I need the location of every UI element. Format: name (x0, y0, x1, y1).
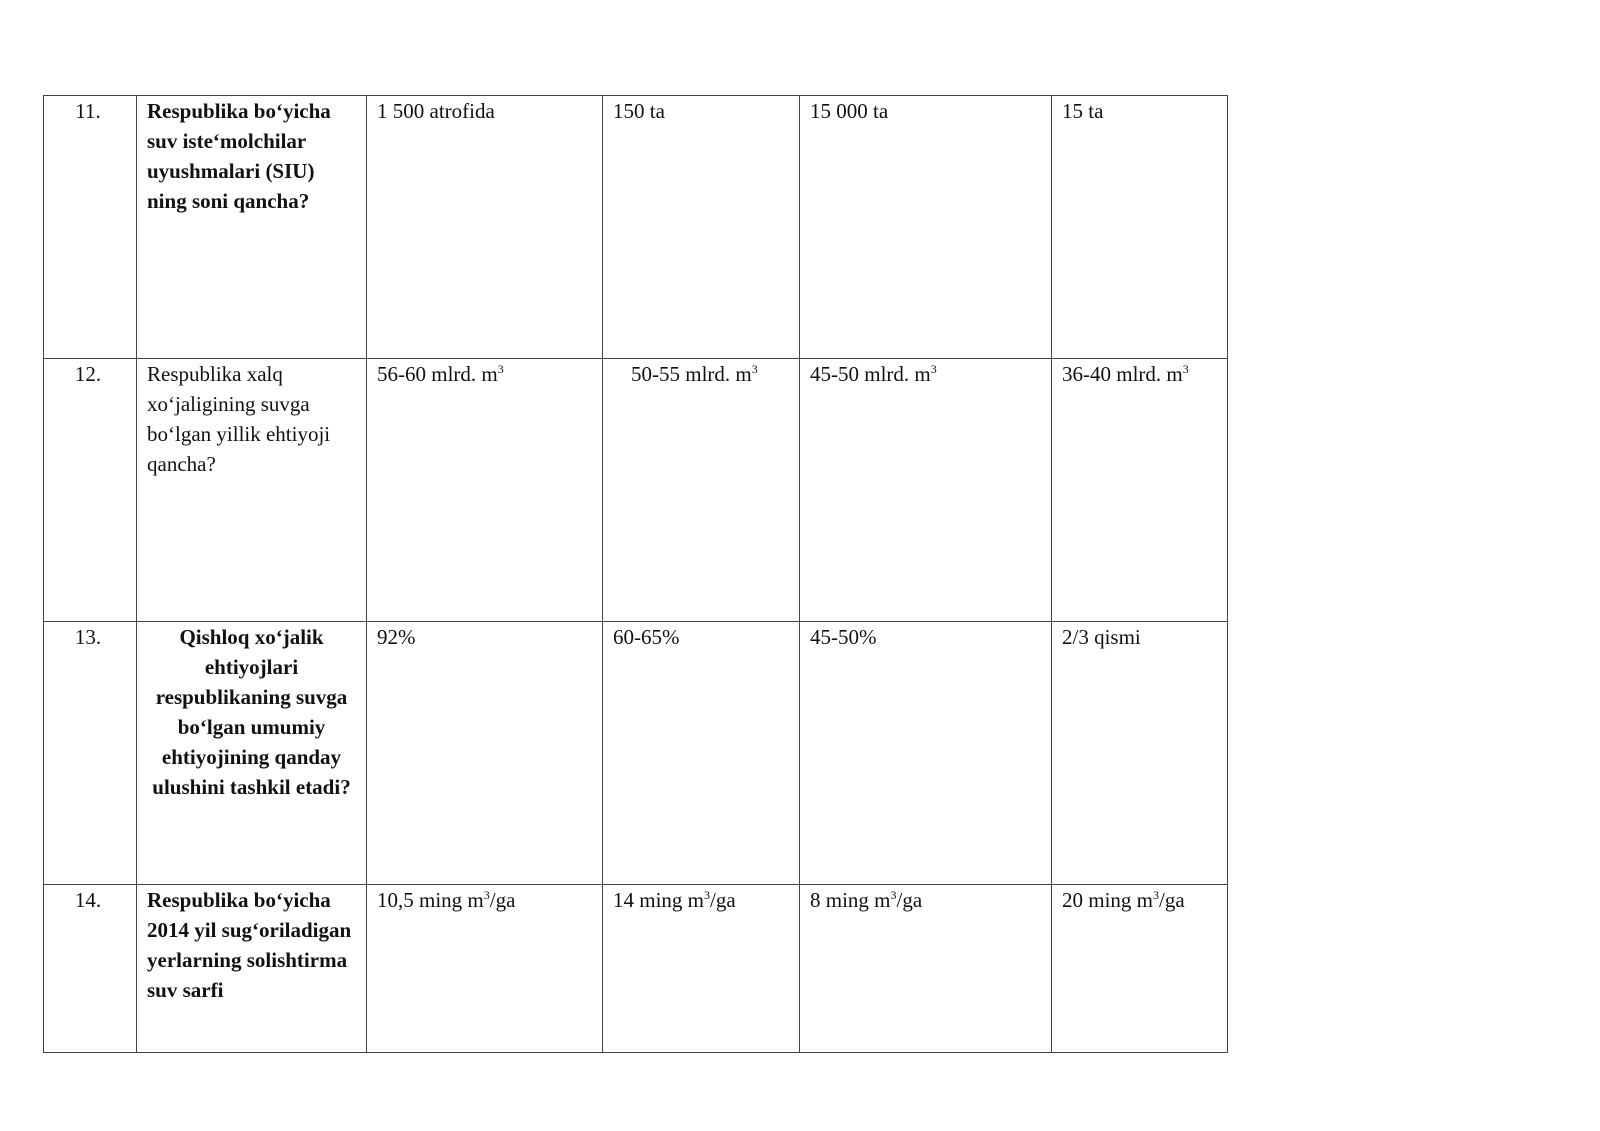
answer-option-c: 15 000 ta (800, 96, 1052, 359)
question-text: Respublika bo‘yicha suv iste‘molchilar uyushmalari (SIU) ning soni qancha? (147, 99, 331, 213)
answer-option-c: 45-50% (800, 622, 1052, 885)
question-text: Respublika xalq xo‘jaligining suvga bo‘lgan yillik ehtiyoji qancha? (147, 362, 331, 476)
table-row (44, 885, 1228, 1053)
answer-option-d: 2/3 qismi (1052, 622, 1228, 885)
question-cell (137, 359, 367, 622)
answer-option-b: 150 ta (603, 96, 800, 359)
question-text: Respublika bo‘yicha 2014 yil sug‘oriladigan yerlarning solishtirma suv sarfi (147, 888, 352, 1002)
question-number: 12. (74, 362, 102, 386)
answer-option-d: 15 ta (1052, 96, 1228, 359)
table-row (44, 359, 1228, 622)
answer-option-a: 1 500 atrofida (367, 96, 603, 359)
quiz-table (43, 95, 1228, 1053)
question-number: 14. (74, 888, 102, 912)
question-number: 13. (74, 625, 102, 649)
table-row (44, 96, 1228, 359)
answer-option-c: 8 ming $m^3/ga$ (800, 885, 1052, 1053)
answer-option-b: 60-65% (603, 622, 800, 885)
question-number-cell (44, 359, 137, 622)
answer-option-b: 14 ming $m^3/ga$ (603, 885, 800, 1053)
question-number: 11. (75, 99, 101, 123)
question-cell (137, 885, 367, 1053)
answer-option-a: 56-60 mlrd. $m^3$ (367, 359, 603, 622)
table-row (44, 622, 1228, 885)
question-cell (137, 96, 367, 359)
answer-option-c: 45-50 mlrd. $m^3$ (800, 359, 1052, 622)
question-text: Qishloq xo‘jalik ehtiyojlari respublikaning suvga bo‘lgan umumiy ehtiyojining qanday ulushini tashkil etadi? (152, 625, 351, 799)
answer-option-d: 20 ming $m^3/ga$ (1052, 885, 1228, 1053)
answer-option-a: 10,5 ming $m^3/ga$ (367, 885, 603, 1053)
question-number-cell (44, 885, 137, 1053)
answer-option-b: 50-55 mlrd. $m^3$ (603, 359, 800, 622)
answer-option-d: 36-40 mlrd. $m^3$ (1052, 359, 1228, 622)
answer-option-a: 92% (367, 622, 603, 885)
question-cell (137, 622, 367, 885)
question-number-cell (44, 96, 137, 359)
question-number-cell (44, 622, 137, 885)
